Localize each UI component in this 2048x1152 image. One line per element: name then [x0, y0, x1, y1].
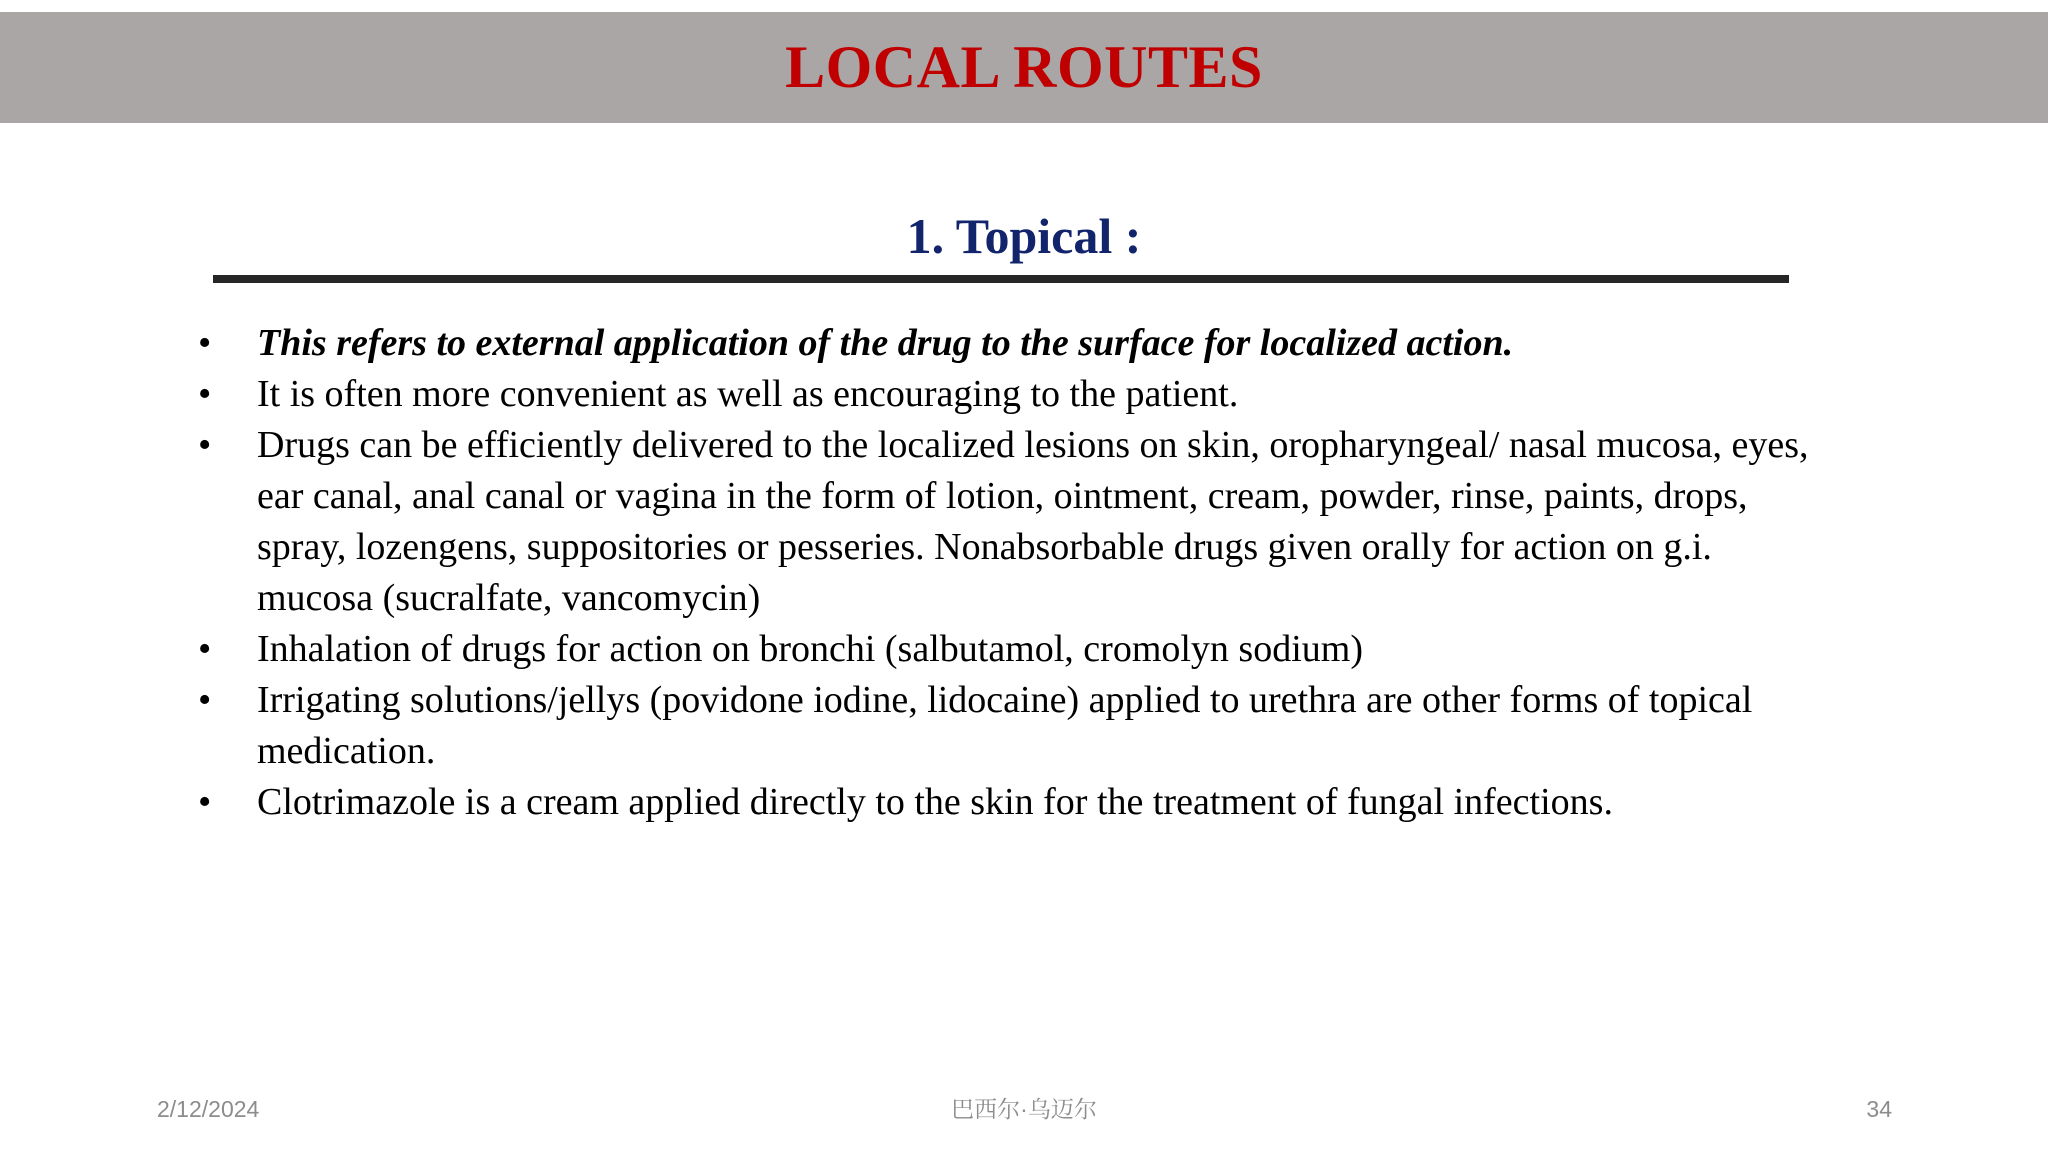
top-strip — [0, 0, 2048, 12]
bullet-dot: • — [198, 322, 212, 364]
bullet-text: Irrigating solutions/jellys (povidone iodine, lidocaine) applied to urethra are other forms of topical medication. — [257, 679, 1753, 772]
list-item — [196, 777, 1836, 828]
bullet-dot: • — [198, 781, 212, 823]
bullet-dot: • — [198, 679, 212, 721]
bullet-list — [196, 318, 1836, 828]
bullet-dot: • — [198, 424, 212, 466]
slide-title: LOCAL ROUTES — [785, 34, 1263, 100]
bullet-text: Clotrimazole is a cream applied directly to the skin for the treatment of fungal infections. — [257, 781, 1613, 823]
bullet-text: It is often more convenient as well as encouraging to the patient. — [257, 373, 1239, 415]
bullet-text: This refers to external application of the drug to the surface for localized action. — [257, 322, 1514, 364]
divider-rule — [213, 275, 1789, 283]
list-item — [196, 369, 1836, 420]
footer-page-number: 34 — [1866, 1096, 1892, 1122]
list-item — [196, 420, 1836, 624]
list-item — [196, 624, 1836, 675]
bullet-text: Drugs can be efficiently delivered to the localized lesions on skin, oropharyngeal/ nasal mucosa, eyes, ear canal, anal canal or vagina in the form of lotion, ointment, cream, powder, rinse, paints, drops, spray, lozengens, suppositories or pesseries. Nonabsorbable drugs given orally for action on g.i. mucosa (sucralfate, vancomycin) — [257, 424, 1809, 619]
list-item — [196, 675, 1836, 777]
bullet-dot: • — [198, 373, 212, 415]
bullet-dot: • — [198, 628, 212, 670]
footer-author: 巴西尔·乌迈尔 — [951, 1096, 1097, 1122]
subheading: 1. Topical : — [906, 208, 1142, 264]
list-item — [196, 318, 1836, 369]
bullet-text: Inhalation of drugs for action on bronchi (salbutamol, cromolyn sodium) — [257, 628, 1363, 670]
title-bar — [0, 12, 2048, 123]
footer-date: 2/12/2024 — [157, 1096, 260, 1122]
